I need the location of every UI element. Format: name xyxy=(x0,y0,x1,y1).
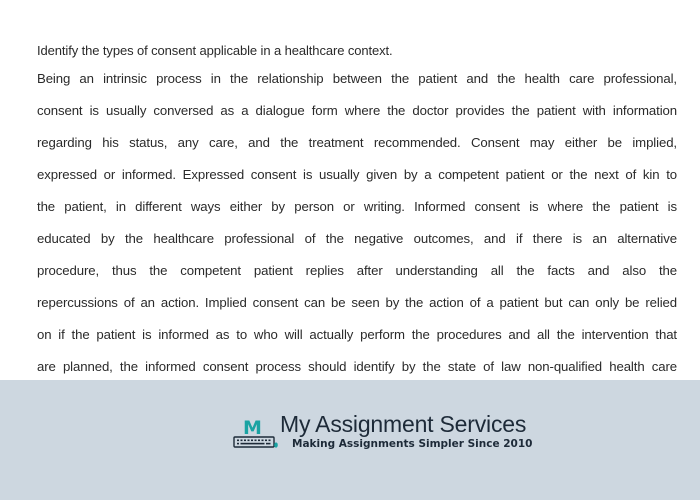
logo-mark-icon xyxy=(232,409,278,455)
paragraph-line: consent is usually conversed as a dialogue form where the doctor provides the patient with information xyxy=(37,103,677,118)
brand-name: My Assignment Services xyxy=(280,411,527,437)
svg-text:M: M xyxy=(243,417,262,439)
document-heading: Identify the types of consent applicable in a healthcare context. xyxy=(37,43,393,58)
paragraph-line: repercussions of an action. Implied consent can be seen by the action of a patient but can only be relied xyxy=(37,295,677,310)
paragraph-line: Being an intrinsic process in the relationship between the patient and the health care professional, xyxy=(37,71,677,86)
paragraph-line: on if the patient is informed as to who will actually perform the procedures and all the intervention that xyxy=(37,327,677,342)
paragraph-line: expressed or informed. Expressed consent is usually given by a competent patient or the next of kin to xyxy=(37,167,677,182)
paragraph-line: are planned, the informed consent process should identify by the state of law non-qualified health care xyxy=(37,359,677,374)
footer-banner xyxy=(0,380,700,500)
paragraph-line: educated by the healthcare professional of the negative outcomes, and if there is an alternative xyxy=(37,231,677,246)
paragraph-line: procedure, thus the competent patient replies after understanding all the facts and also the xyxy=(37,263,677,278)
brand-tagline: Making Assignments Simpler Since 2010 xyxy=(292,438,533,450)
paragraph-line: the patient, in different ways either by person or writing. Informed consent is where the patient is xyxy=(37,199,677,214)
paragraph-line: regarding his status, any care, and the treatment recommended. Consent may either be implied, xyxy=(37,135,677,150)
brand-logo xyxy=(232,409,532,469)
